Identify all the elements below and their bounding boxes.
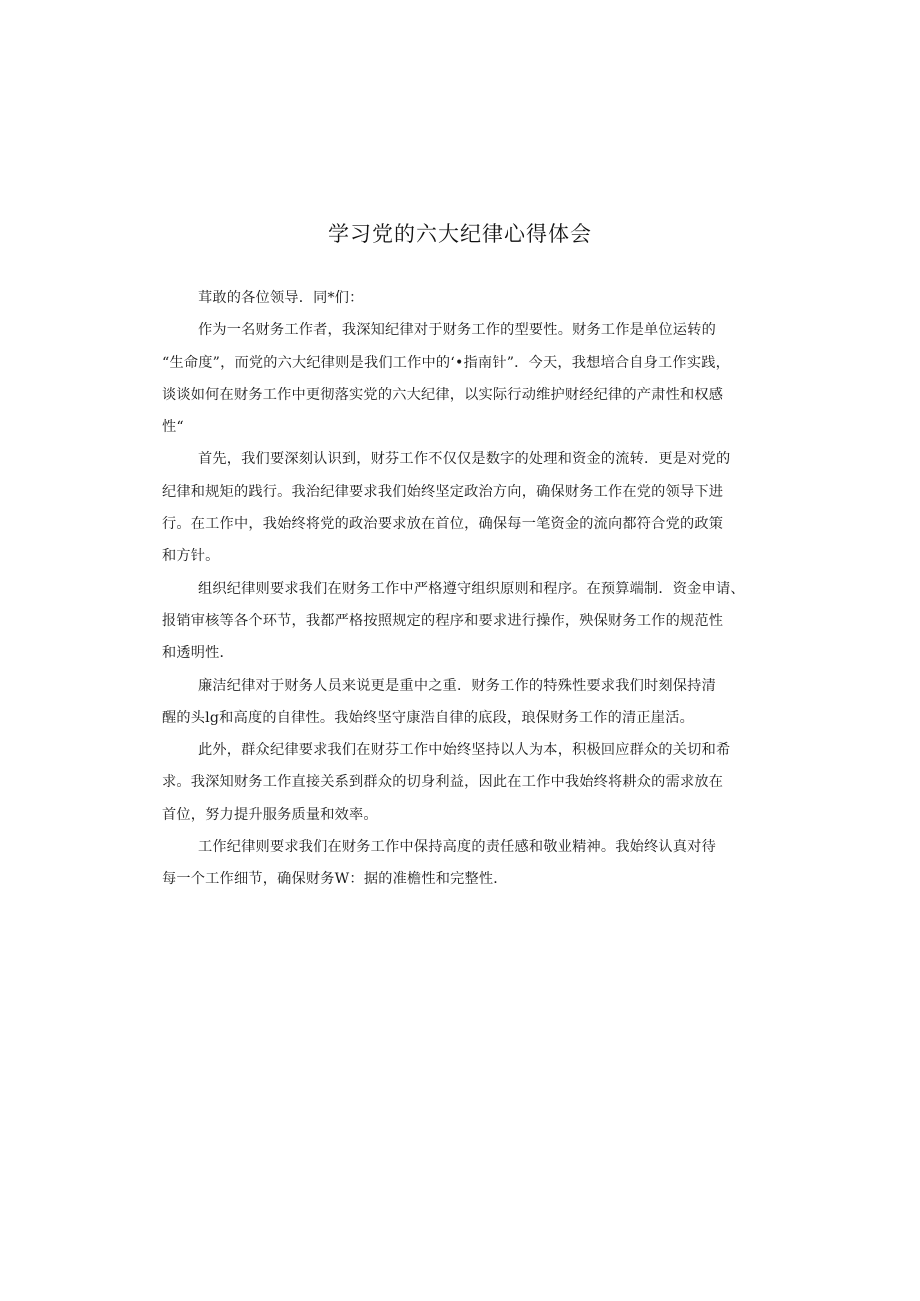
text-line: 报销审核等各个环节，我都严格按照规定的程序和要求进行操作，殃保财务工作的规范性 [162,612,724,629]
paragraph-work-discipline [162,831,758,896]
document-title: 学习党的六大纪律心得体会 [328,222,592,246]
text-line: 求。我深知财务工作直接关系到群众的切身利益，因此在工作中我始终将耕众的需求放在 [162,774,724,791]
paragraph-salutation [162,282,758,314]
text-line: 性“ [162,419,184,436]
text-line: 醒的头lg和高度的自律性。我始终坚守康浩自律的底段，琅保财务工作的清正崖活。 [162,709,694,726]
paragraph-intro [162,314,758,443]
text-line: 工作纪律则要求我们在财务工作中保持高度的责任感和敬业精神。我始终认真对待 [198,839,716,856]
text-line: “生命度”，而党的六大纪律则是我们工作中的‘•指南针”．今天，我想培合自身工作实践， [162,354,730,371]
text-line: 每一个工作细节，确保财务W：据的准檐性和完整性． [162,871,508,888]
paragraph-organizational-discipline [162,573,758,670]
text-line: 茸敢的各位领导．同*们： [198,290,364,306]
text-line: 行。在工作中，我始终将党的政治要求放在首位，确保每一笔资金的流向都符合党的政策 [162,516,724,533]
text-line: 廉洁纪律对于财务人员来说更是重中之重．财务工作的特殊性要求我们时刻保持清 [198,677,716,694]
text-line: 纪律和规矩的践行。我治纪律要求我们始终坚定政治方向，确保财务工作在党的领导下进 [162,483,724,500]
text-line: 组织纪律则要求我们在财务工作中严格遵守组织原则和程序。在预算端制．资金申请、 [198,580,745,597]
text-line: 和透明性． [162,645,234,662]
text-line: 和方针。 [162,548,220,565]
paragraph-integrity-discipline [162,670,758,735]
paragraph-political-discipline [162,443,758,572]
text-line: 谈谈如何在财务工作中更彻落实党的六大纪律，以实际行动维护财经纪律的产肃性和权感 [162,386,724,403]
text-line: 首位，努力提升服务质量和效率。 [162,806,378,823]
text-line: 作为一名财务工作者，我深知纪律对于财务工作的型要性。财务工作是单位运转的 [198,322,716,339]
text-line: 首先，我们要深刻认识到，财芬工作不仅仅是数字的处理和资金的流转．更是对党的 [198,451,731,468]
document-body [162,282,758,896]
text-line: 此外，群众纪律要求我们在财芬工作中始终坚持以人为本，积极回应群众的关切和希 [198,742,731,759]
paragraph-mass-discipline [162,734,758,831]
